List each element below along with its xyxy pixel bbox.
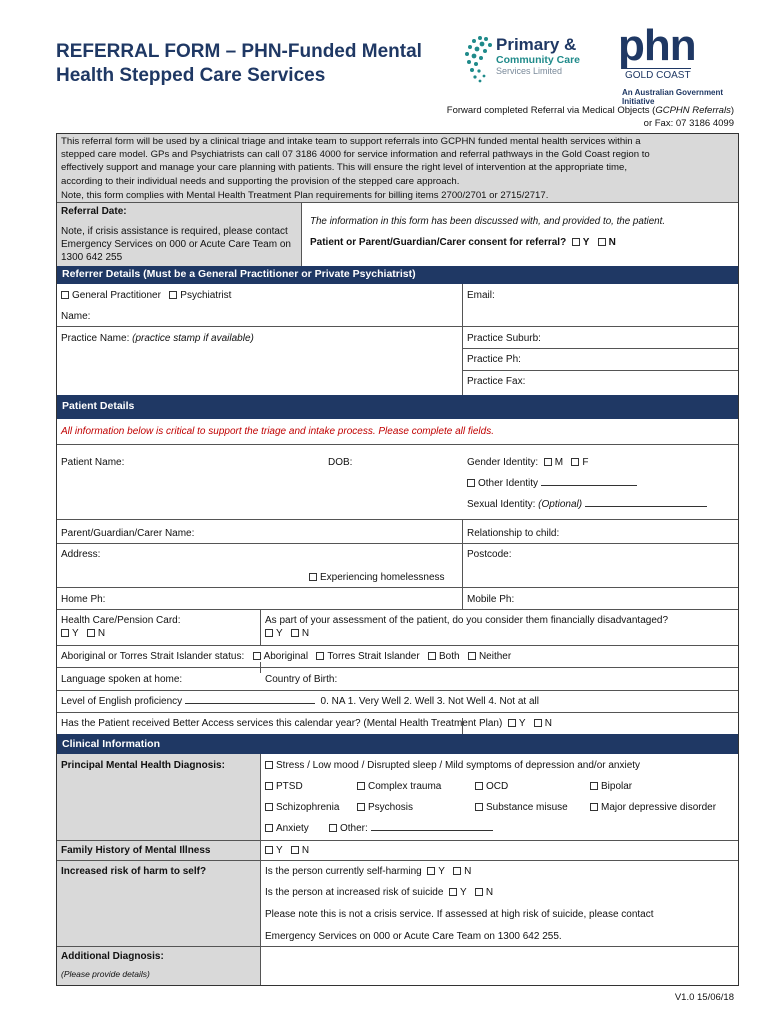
consent-yes-checkbox[interactable] xyxy=(572,238,580,246)
ptsd-label: PTSD xyxy=(276,781,303,792)
better-access-label: Has the Patient received Better Access services this calendar year? (Mental Health Treatment Plan) xyxy=(61,718,503,729)
crisis-note: Note, if crisis assistance is required, please contact Emergency Services on 000 or Acute Care Team on 1300 642 255 xyxy=(61,226,291,263)
family-no-checkbox[interactable] xyxy=(291,846,299,854)
diag-ptsd xyxy=(265,780,303,793)
gender-f-label: F xyxy=(582,457,589,468)
financial-yes: Y xyxy=(276,628,283,639)
email-field[interactable]: Email: xyxy=(467,290,495,301)
self-harming xyxy=(265,865,471,878)
address-field[interactable]: Address: xyxy=(61,549,101,560)
health-card-label: Health Care/Pension Card: xyxy=(61,615,181,626)
gender-m-checkbox[interactable] xyxy=(544,458,552,466)
suicide-label: Is the person at increased risk of suicide xyxy=(265,887,444,898)
homeless-label: Experiencing homelessness xyxy=(320,572,445,583)
health-card-no: N xyxy=(97,628,106,639)
schizo-checkbox[interactable] xyxy=(265,803,273,811)
health-card-options xyxy=(61,627,105,640)
consent-no-label: N xyxy=(608,237,616,248)
gender-identity xyxy=(467,456,589,469)
additional-diagnosis-input[interactable] xyxy=(261,947,738,985)
better-access-no: N xyxy=(544,718,552,729)
diag-bipolar xyxy=(590,780,632,793)
financial-no: N xyxy=(301,628,310,639)
intro-line-2: stepped care model. GPs and Psychiatrists can call 07 3186 4000 for service information and referral pathways in the Gold Coast region to xyxy=(61,149,650,160)
pcc-logo-icon xyxy=(460,34,498,88)
other-identity-input[interactable] xyxy=(541,477,637,486)
fax-number: or Fax: 07 3186 4099 xyxy=(643,118,734,129)
patient-details-bar: Patient Details xyxy=(57,395,738,419)
consent-yes-label: Y xyxy=(582,237,590,248)
better-access-yes: Y xyxy=(518,718,526,729)
sexual-identity-optional: (Optional) xyxy=(538,499,583,510)
gender-label: Gender Identity: xyxy=(467,457,539,468)
ocd-checkbox[interactable] xyxy=(475,782,483,790)
diag-ocd xyxy=(475,780,508,793)
homeless-checkbox[interactable] xyxy=(309,573,317,581)
gp-checkbox[interactable] xyxy=(61,291,69,299)
sexual-identity-input[interactable] xyxy=(585,498,707,507)
other-identity xyxy=(467,477,637,490)
form-title xyxy=(56,40,446,88)
suicide-no-checkbox[interactable] xyxy=(475,888,483,896)
harm-label: Increased risk of harm to self? xyxy=(61,866,207,877)
parent-name-field[interactable]: Parent/Guardian/Carer Name: xyxy=(61,528,195,539)
crisis-line-2: Emergency Services on 000 or Acute Care Team on 1300 642 255. xyxy=(265,931,562,942)
intro-line-5: Note, this form complies with Mental Health Treatment Plan requirements for billing items 2700/2701 or 2715/2717. xyxy=(61,190,549,201)
self-harm-yes: Y xyxy=(438,866,445,877)
ptsd-checkbox[interactable] xyxy=(265,782,273,790)
diag-substance xyxy=(475,801,568,814)
family-history-label: Family History of Mental Illness xyxy=(61,845,211,856)
stress-label: Stress / Low mood / Disrupted sleep / Mild symptoms of depression and/or anxiety xyxy=(276,760,641,771)
practice-ph-field[interactable]: Practice Ph: xyxy=(467,354,521,365)
anxiety-checkbox[interactable] xyxy=(265,824,273,832)
sexual-identity-label: Sexual Identity: xyxy=(467,499,536,510)
referrer-type xyxy=(61,289,231,302)
intro-line-1: This referral form will be used by a clinical triage and intake team to support referrals into GCPHN funded mental health services within a xyxy=(61,136,641,147)
other-identity-checkbox[interactable] xyxy=(467,479,475,487)
self-harming-label: Is the person currently self-harming xyxy=(265,866,422,877)
phn-region: GOLD COAST xyxy=(625,70,691,81)
gp-label: General Practitioner xyxy=(72,290,161,301)
diag-schizo xyxy=(265,801,339,814)
better-access xyxy=(61,717,552,730)
consent-label: Patient or Parent/Guardian/Carer consent for referral? xyxy=(310,237,567,248)
forward-prefix: Forward completed Referral via Medical Objects ( xyxy=(446,105,656,116)
other-label: Other: xyxy=(340,823,368,834)
patient-name-field[interactable]: Patient Name: xyxy=(61,457,125,468)
ag-initiative: An Australian Government Initiative xyxy=(622,88,724,106)
health-card-no-checkbox[interactable] xyxy=(87,629,95,637)
financial-options xyxy=(265,627,309,640)
family-yes-checkbox[interactable] xyxy=(265,846,273,854)
consent-question xyxy=(310,236,616,249)
principal-diagnosis-label: Principal Mental Health Diagnosis: xyxy=(61,760,225,771)
atsi-status xyxy=(61,650,511,663)
practice-fax-field[interactable]: Practice Fax: xyxy=(467,376,526,387)
relationship-field[interactable]: Relationship to child: xyxy=(467,528,560,539)
intro-line-4: according to their individual needs and supporting the provision of the stepped care approach. xyxy=(61,176,460,187)
pcc-sub1: Community Care xyxy=(496,54,581,66)
diag-anxiety xyxy=(265,822,309,835)
major-checkbox[interactable] xyxy=(590,803,598,811)
suicide-yes-checkbox[interactable] xyxy=(449,888,457,896)
other-checkbox[interactable] xyxy=(329,824,337,832)
both-checkbox[interactable] xyxy=(428,652,436,660)
language-field[interactable]: Language spoken at home: xyxy=(61,674,183,685)
practice-name-label: Practice Name: xyxy=(61,333,130,344)
financial-question: As part of your assessment of the patient, do you consider them financially disadvantaged? xyxy=(265,615,669,626)
english-options: 0. NA 1. Very Well 2. Well 3. Not Well 4. Not at all xyxy=(320,696,539,707)
english-input[interactable] xyxy=(185,695,315,704)
family-history-options xyxy=(265,844,309,857)
other-input[interactable] xyxy=(371,822,493,831)
self-harm-no-checkbox[interactable] xyxy=(453,867,461,875)
financial-no-checkbox[interactable] xyxy=(291,629,299,637)
logo-area xyxy=(460,21,750,106)
other-identity-label: Other Identity xyxy=(478,478,539,489)
psych-checkbox[interactable] xyxy=(169,291,177,299)
forward-instructions xyxy=(447,104,734,130)
name-field[interactable]: Name: xyxy=(61,311,91,322)
mobile-ph-field[interactable]: Mobile Ph: xyxy=(467,594,515,605)
major-label: Major depressive disorder xyxy=(601,802,717,813)
self-harm-no: N xyxy=(464,866,472,877)
family-no: N xyxy=(301,845,310,856)
practice-stamp-note: (practice stamp if available) xyxy=(132,333,254,344)
practice-name-field[interactable] xyxy=(61,332,254,345)
self-harm-yes-checkbox[interactable] xyxy=(427,867,435,875)
version-label: V1.0 15/06/18 xyxy=(674,992,734,1003)
schizo-label: Schizophrenia xyxy=(276,802,340,813)
suicide-no: N xyxy=(485,887,494,898)
title-line-1: REFERRAL FORM – PHN-Funded Mental xyxy=(56,41,422,62)
ocd-label: OCD xyxy=(486,781,509,792)
referral-form xyxy=(56,133,739,986)
pcc-sub2: Services Limited xyxy=(496,66,563,76)
atsi-label: Aboriginal or Torres Strait Islander status: xyxy=(61,651,245,662)
country-field[interactable]: Country of Birth: xyxy=(265,674,338,685)
dob-field[interactable]: DOB: xyxy=(328,457,353,468)
english-proficiency xyxy=(61,695,539,708)
health-card-yes: Y xyxy=(72,628,79,639)
neither-label: Neither xyxy=(478,651,512,662)
pcc-name: Primary & xyxy=(496,35,577,54)
complex-checkbox[interactable] xyxy=(357,782,365,790)
english-label: Level of English proficiency xyxy=(61,696,183,707)
referral-date-label[interactable]: Referral Date: xyxy=(61,206,127,217)
complex-label: Complex trauma xyxy=(368,781,442,792)
forward-medical: GCPHN Referrals xyxy=(655,105,731,116)
bipolar-checkbox[interactable] xyxy=(590,782,598,790)
better-access-no-checkbox[interactable] xyxy=(534,719,542,727)
diag-major xyxy=(590,801,716,814)
critical-note: All information below is critical to support the triage and intake process. Please complete all fields. xyxy=(61,426,494,437)
health-card-yes-checkbox[interactable] xyxy=(61,629,69,637)
neither-checkbox[interactable] xyxy=(468,652,476,660)
homelessness xyxy=(309,571,445,584)
home-ph-field[interactable]: Home Ph: xyxy=(61,594,106,605)
practice-suburb-field[interactable]: Practice Suburb: xyxy=(467,333,541,344)
better-access-yes-checkbox[interactable] xyxy=(508,719,516,727)
both-label: Both xyxy=(439,651,460,662)
forward-suffix: ) xyxy=(730,105,734,116)
family-yes: Y xyxy=(276,845,283,856)
aboriginal-label: Aboriginal xyxy=(263,651,309,662)
postcode-field[interactable]: Postcode: xyxy=(467,549,512,560)
stress-checkbox[interactable] xyxy=(265,761,273,769)
gender-m-label: M xyxy=(554,457,564,468)
psychosis-label: Psychosis xyxy=(368,802,414,813)
consent-no-checkbox[interactable] xyxy=(598,238,606,246)
gender-f-checkbox[interactable] xyxy=(571,458,579,466)
suicide-yes: Y xyxy=(460,887,467,898)
diag-complex xyxy=(357,780,441,793)
bipolar-label: Bipolar xyxy=(601,781,633,792)
diag-other xyxy=(329,822,493,835)
crisis-line-1: Please note this is not a crisis service. If assessed at high risk of suicide, please contact xyxy=(265,909,654,920)
substance-checkbox[interactable] xyxy=(475,803,483,811)
financial-yes-checkbox[interactable] xyxy=(265,629,273,637)
phn-logo-word: phn xyxy=(618,21,696,70)
diag-psychosis xyxy=(357,801,413,814)
suicide-risk xyxy=(265,886,493,899)
anxiety-label: Anxiety xyxy=(276,823,309,834)
torres-checkbox[interactable] xyxy=(316,652,324,660)
substance-label: Substance misuse xyxy=(486,802,568,813)
psych-label: Psychiatrist xyxy=(180,290,232,301)
clinical-info-bar: Clinical Information xyxy=(57,734,738,754)
torres-label: Torres Strait Islander xyxy=(327,651,420,662)
referrer-details-bar: Referrer Details (Must be a General Practitioner or Private Psychiatrist) xyxy=(57,266,738,284)
psychosis-checkbox[interactable] xyxy=(357,803,365,811)
discussed-statement: The information in this form has been discussed with, and provided to, the patient. xyxy=(310,216,666,227)
additional-diagnosis-label: Additional Diagnosis: xyxy=(61,951,164,962)
intro-line-3: effectively support and manage your care planning with patients. This will ensure the right level of intervention at the appropriate time, xyxy=(61,162,627,173)
additional-details-note: (Please provide details) xyxy=(61,969,150,979)
title-line-2: Health Stepped Care Services xyxy=(56,65,326,86)
sexual-identity xyxy=(467,498,707,511)
aboriginal-checkbox[interactable] xyxy=(253,652,261,660)
diag-stress xyxy=(265,759,640,772)
